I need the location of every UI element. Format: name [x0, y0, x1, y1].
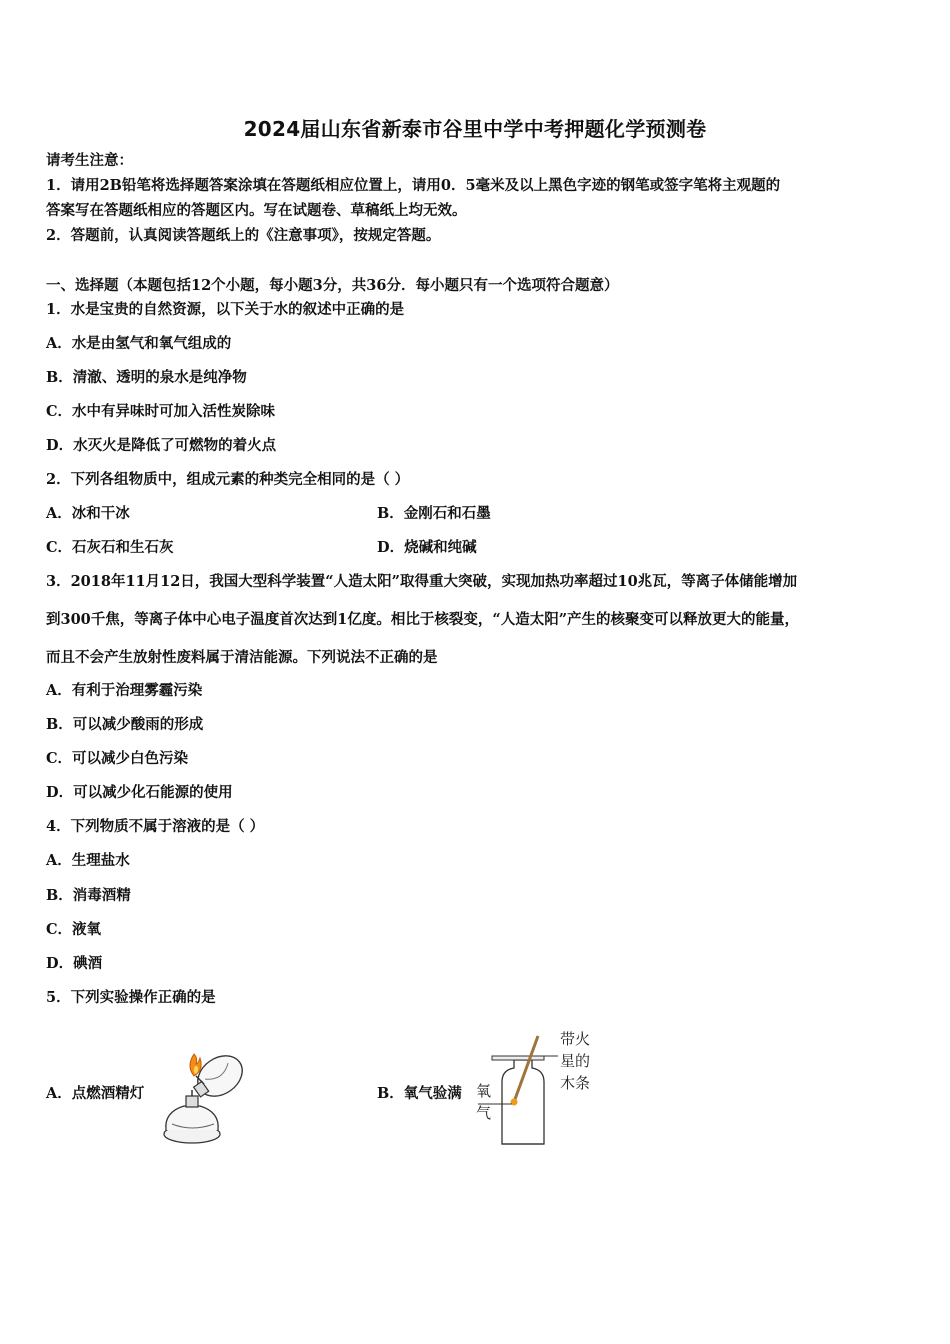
gas-label-line-1: 氧	[476, 1082, 492, 1100]
notice-item-1-line-1: 1．请用2B铅笔将选择题答案涂填在答题纸相应位置上，请用0．5毫米及以上黑色字迹的钢笔或签字笔将主观题的	[46, 177, 781, 194]
question-2-option-c: C．石灰石和生石灰	[46, 539, 174, 556]
question-3-option-c: C．可以减少白色污染	[46, 750, 189, 767]
question-3-stem-line-1: 3．2018年11月12日，我国大型科学装置“人造太阳”取得重大突破，实现加热功率超过10兆瓦，等离子体储能增加	[46, 573, 798, 590]
question-2-stem: 2．下列各组物质中，组成元素的种类完全相同的是（ ）	[46, 471, 410, 488]
question-1-option-a: A．水是由氢气和氧气组成的	[46, 335, 232, 352]
question-4-option-b: B．消毒酒精	[46, 887, 131, 904]
oxygen-test-figure	[472, 1028, 602, 1152]
question-4-option-c: C．液氧	[46, 921, 102, 938]
question-5-option-a: A．点燃酒精灯	[46, 1085, 145, 1102]
page-title: 2024届山东省新泰市谷里中学中考押题化学预测卷	[243, 117, 707, 141]
question-3-option-b: B．可以减少酸雨的形成	[46, 716, 204, 733]
question-1-option-d: D．水灭火是降低了可燃物的着火点	[46, 437, 277, 454]
question-3-option-a: A．有利于治理雾霾污染	[46, 682, 203, 699]
question-4-option-a: A．生理盐水	[46, 852, 130, 869]
splint-label-line-1: 带火	[560, 1030, 591, 1048]
notice-heading: 请考生注意：	[46, 152, 133, 169]
question-4-stem: 4．下列物质不属于溶液的是（ ）	[46, 818, 265, 835]
question-4-option-d: D．碘酒	[46, 955, 103, 972]
question-3-option-d: D．可以减少化石能源的使用	[46, 784, 233, 801]
question-3-stem-line-2: 到300千焦，等离子体中心电子温度首次达到1亿度。相比于核裂变，“人造太阳”产生的核聚变可以释放更大的能量，	[46, 611, 800, 628]
question-1-stem: 1．水是宝贵的自然资源，以下关于水的叙述中正确的是	[46, 301, 405, 318]
splint-label-line-2: 星的	[560, 1052, 591, 1070]
question-2-option-a: A．冰和干冰	[46, 505, 130, 522]
splint-label-line-3: 木条	[560, 1074, 591, 1092]
question-2-option-b: B．金刚石和石墨	[377, 505, 491, 522]
section-heading: 一、选择题（本题包括12个小题，每小题3分，共36分．每小题只有一个选项符合题意）	[46, 277, 619, 294]
question-1-option-b: B．清澈、透明的泉水是纯净物	[46, 369, 247, 386]
question-2-option-d: D．烧碱和纯碱	[377, 539, 477, 556]
alcohol-lamp-figure	[158, 1040, 268, 1148]
question-3-stem-line-3: 而且不会产生放射性废料属于清洁能源。下列说法不正确的是	[46, 649, 438, 666]
question-1-option-c: C．水中有异味时可加入活性炭除味	[46, 403, 276, 420]
question-5-stem: 5．下列实验操作正确的是	[46, 989, 216, 1006]
notice-item-1-line-2: 答案写在答题纸相应的答题区内。写在试题卷、草稿纸上均无效。	[46, 202, 467, 219]
gas-label-line-2: 气	[476, 1104, 492, 1122]
question-5-option-b: B．氧气验满	[377, 1085, 462, 1102]
notice-item-2: 2．答题前，认真阅读答题纸上的《注意事项》，按规定答题。	[46, 227, 441, 244]
